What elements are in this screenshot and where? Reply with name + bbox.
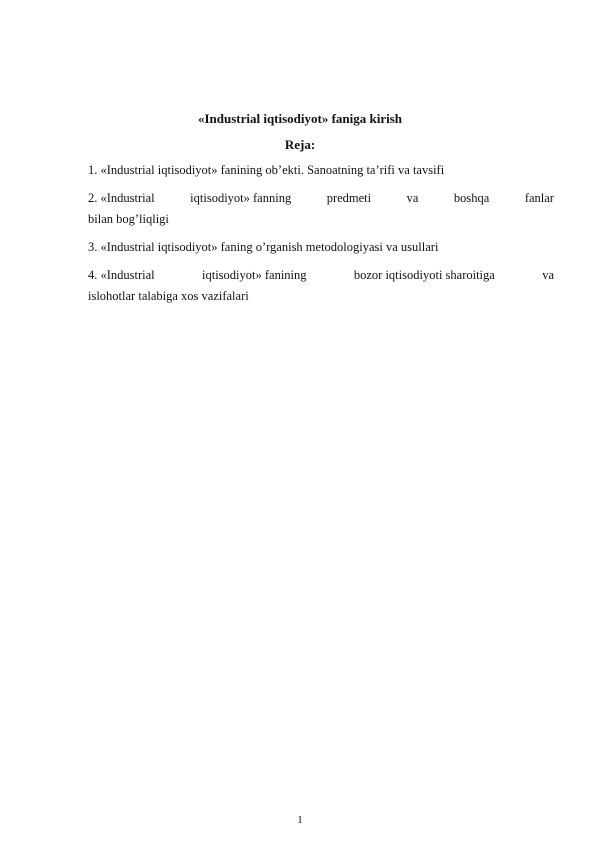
plan-item-2-line-2: bilan bog’liqligi bbox=[88, 212, 169, 226]
plan-item-1 bbox=[88, 160, 554, 181]
plan-item-4-line-1 bbox=[88, 265, 554, 286]
plan-item-2-word: va bbox=[406, 191, 419, 205]
plan-item-2-word: predmeti bbox=[326, 191, 372, 205]
plan-item-4-word: bozor iqtisodiyoti sharoitiga bbox=[353, 268, 495, 282]
page-number: 1 bbox=[297, 814, 303, 826]
plan-item-3 bbox=[88, 237, 554, 258]
document-title: «Industrial iqtisodiyot» faniga kirish bbox=[197, 111, 403, 126]
plan-item-4-word: va bbox=[542, 268, 554, 282]
plan-item-2-word: fanlar bbox=[524, 191, 554, 205]
plan-item-4-word: 4. «Industrial bbox=[88, 268, 155, 282]
plan-list bbox=[88, 160, 554, 314]
plan-item-4 bbox=[88, 265, 554, 307]
plan-item-3-text: 3. «Industrial iqtisodiyot» faning o’rganish metodologiyasi va usullari bbox=[88, 240, 439, 254]
plan-item-2-word: boshqa bbox=[453, 191, 490, 205]
plan-item-4-line-2: islohotlar talabiga xos vazifalari bbox=[88, 289, 249, 303]
plan-item-2-word: iqtisodiyot» fanning bbox=[190, 191, 292, 205]
plan-item-2 bbox=[88, 188, 554, 230]
plan-item-1-text: 1. «Industrial iqtisodiyot» fanining ob’ekti. Sanoatning ta’rifi va tavsifi bbox=[88, 163, 445, 177]
plan-item-2-line-1 bbox=[88, 188, 554, 209]
plan-heading: Reja: bbox=[284, 137, 316, 152]
plan-item-4-word: iqtisodiyot» fanining bbox=[202, 268, 307, 282]
plan-item-2-word: 2. «Industrial bbox=[88, 191, 155, 205]
